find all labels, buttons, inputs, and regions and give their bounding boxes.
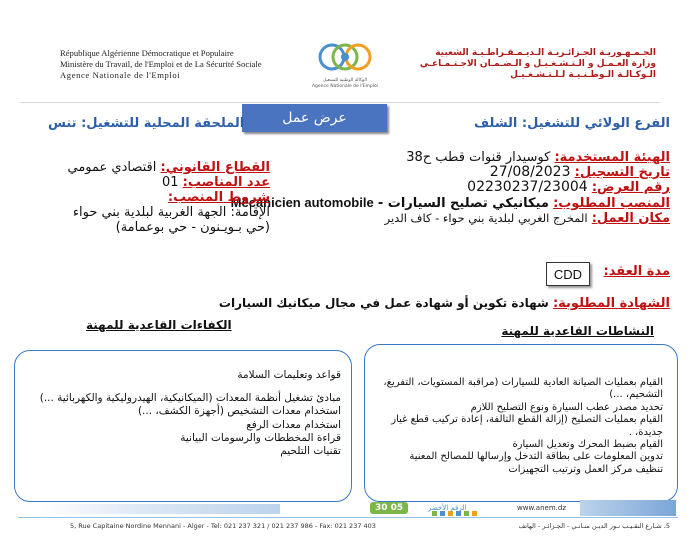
work-place-row	[270, 211, 670, 226]
skills-box	[14, 350, 352, 502]
contract-label: مدة العقد:	[603, 264, 670, 279]
employer-row	[270, 150, 670, 165]
position-label: المنصب المطلوب:	[553, 196, 670, 211]
positions-count-row	[12, 175, 270, 190]
conditions-label: شروط المنصب:	[167, 190, 270, 205]
anem-logo-icon	[310, 40, 380, 74]
work-place-value: المخرج الغربي لبلدية بني حواء - كاف الدير	[384, 211, 588, 225]
anem-logo	[306, 40, 384, 96]
conditions-line1: الإقامة: الجهة الغربية لبلدية بني حواء	[72, 205, 270, 220]
activity-item: القيام بعمليات الصيانة العادية للسيارات (مراقبة المستويات، التفريغ،	[383, 377, 663, 388]
header-arabic	[386, 48, 656, 81]
diploma-row	[219, 296, 670, 311]
skills-list	[25, 369, 341, 458]
skill-item: تقنيات التلحيم	[280, 445, 341, 458]
activity-item: القيام بضبط المحرك وتعديل السيارة	[512, 439, 663, 451]
skill-item: استخدام معدات الرفع	[246, 418, 341, 431]
offer-number-value: 02230237/23004	[467, 179, 588, 195]
footer-address-ar: 5، شـارع النقـيـب نـور الديـن منـانـي - الجـزائـر - الهاتف	[518, 522, 670, 530]
diploma-value: شهادة تكوين أو شهادة عمل في مجال ميكانيك السيارات	[218, 296, 549, 310]
work-place-label: مكان العمل:	[591, 211, 670, 226]
website: www.anem.dz	[517, 504, 566, 512]
diploma-label: الشهادة المطلوبة:	[552, 296, 670, 311]
activities-title: النشاطات القاعدية للمهنة	[501, 324, 654, 338]
offer-number-row	[270, 180, 670, 195]
logo-caption-ar: الوكالة الوطنية للتشغيل	[323, 78, 367, 83]
left-fields	[12, 160, 270, 235]
conditions-row	[12, 190, 270, 205]
footer-divider	[18, 517, 678, 518]
branch-wilaya: الفرع الولائي للتشغيل: الشلف	[474, 116, 670, 131]
activities-box	[364, 344, 678, 502]
skill-item: قراءة المخططات والرسومات البيانية	[180, 431, 341, 444]
employer-label: الهيئة المستخدمة:	[554, 150, 670, 165]
skill-item: مبادئ تشغيل أنظمة المعدات (الميكانيكية، الهيدروليكية والكهربائية ...)	[39, 392, 341, 405]
activity-item: التشحيم، ...)	[609, 389, 663, 401]
legal-sector-row	[12, 160, 270, 175]
position-value: ميكانيكي تصليح السيارات -	[377, 196, 549, 211]
footer-band	[580, 500, 676, 516]
employer-value: كوسيدار قنوات قطب ح38	[406, 150, 551, 165]
offer-number-label: رقم العرض:	[591, 180, 670, 195]
activities-list	[369, 377, 663, 476]
positions-count-label: عدد المناصب:	[182, 175, 270, 190]
positions-count-value: 01	[161, 175, 179, 190]
job-offer-tab: عرض عمل	[242, 104, 387, 132]
logo-caption-fr: Agence Nationale de l'Emploi	[311, 84, 379, 89]
footer-address-fr: 5, Rue Capitaine Nordine Mennani - Alger - Tel: 021 237 321 / 021 237 986 - Fax: 021 237 403	[70, 522, 376, 530]
activity-item: القيام بعمليات التصليح (إزالة القطع التالفة، إعادة تركيب قطع غيار جديدة، .	[391, 414, 663, 438]
right-fields	[230, 150, 670, 226]
contract-value: CDD	[546, 262, 590, 286]
legal-sector-label: القطاع القانوني:	[160, 160, 270, 175]
footer-address	[70, 522, 670, 530]
free-number-label: الرقم الأخضر	[428, 504, 467, 512]
header-divider	[20, 102, 660, 103]
position-value-fr: Mécanicien automobile	[230, 195, 374, 210]
activity-item: تدوين المعلومات على بطاقة التدخل وإرسالها للمصالح المعنية	[409, 451, 663, 463]
header-french	[60, 48, 300, 81]
header-ar-line: وزارة العـمـل و الـتـشـغـيـل و الـضـمـان الاجـتـمـاعـي	[419, 59, 656, 69]
skills-title: الكفاءات القاعدية للمهنة	[86, 318, 232, 332]
skill-item: استخدام معدات التشخيص (أجهزة الكشف، ...)	[137, 405, 341, 418]
registration-date-row	[270, 165, 670, 180]
header-ar-line: الـوكـالـة الـوطـنـيـة لـلـتـشـغـيـل	[510, 70, 656, 80]
branch-local: الملحقة المحلية للتشغيل: تنس	[48, 116, 245, 131]
header-fr-line: Ministère du Travail, de l'Emploi et de La Sécurité Sociale	[60, 59, 262, 69]
free-number: 30 05	[370, 502, 408, 514]
activity-item: تنظيف مركز العمل وترتيب التجهيزات	[508, 463, 663, 475]
footer-stripe	[40, 504, 280, 514]
skill-item: قواعد وتعليمات السلامة	[237, 369, 341, 381]
header-fr-line: Agence Nationale de l'Emploi	[60, 70, 181, 80]
conditions-line2: (حي بـويـنون - حي بوعمامة)	[115, 220, 270, 235]
header-fr-line: République Algérienne Démocratique et Populaire	[60, 48, 234, 58]
legal-sector-value: اقتصادي عمومي	[67, 160, 157, 175]
registration-date-value: 27/08/2023	[489, 164, 571, 180]
position-row	[230, 195, 670, 211]
activity-item: تحديد مصدر عطب السيارة ونوع التصليح اللازم	[470, 401, 663, 413]
registration-date-label: تاريخ التسجيل:	[574, 165, 670, 180]
header-ar-line: الجـمـهـوريـة الجـزائـريـة الـديـمـقـراطـيـة الشعبية	[435, 48, 656, 58]
